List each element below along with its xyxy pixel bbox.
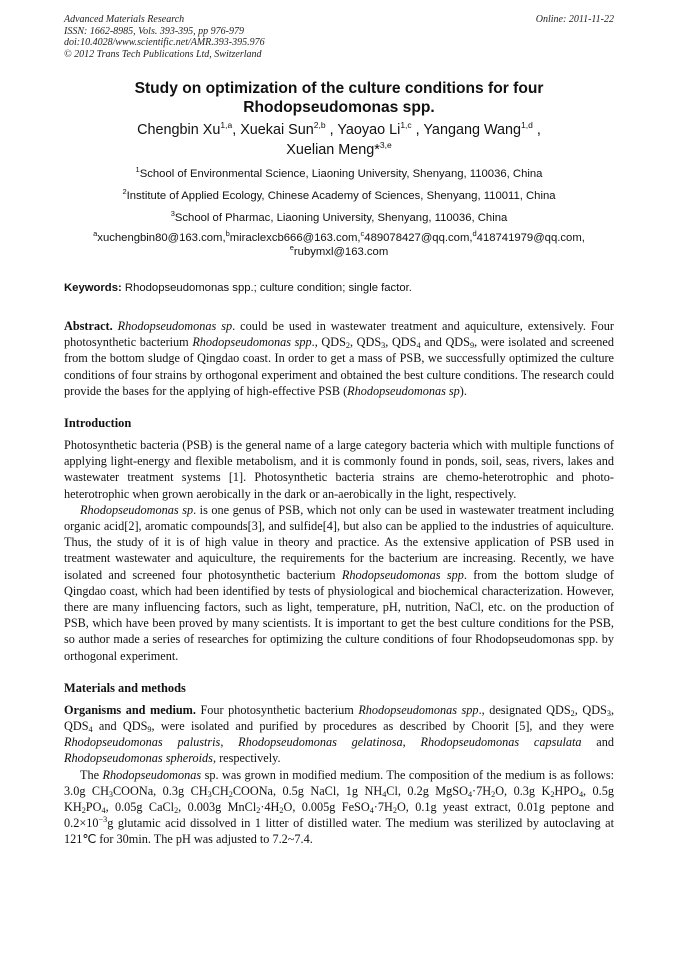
doi-line: doi:10.4028/www.scientific.net/AMR.393-395.976 bbox=[64, 37, 265, 48]
section-heading-methods: Materials and methods bbox=[64, 680, 186, 695]
journal-name: Advanced Materials Research bbox=[64, 14, 185, 25]
issn-line: ISSN: 1662-8985, Vols. 393-395, pp 976-979 bbox=[64, 25, 244, 37]
email-link[interactable]: 418741979@qq.com, bbox=[476, 232, 585, 244]
email-link[interactable]: rubymxl@163.com bbox=[293, 246, 389, 258]
abstract-paragraph: Abstract. Rhodopseudomonas sp. could be used in wastewater treatment and aquiculture, extensively. Four photosynthetic bacterium Rhodopseudomonas spp., $QDS_2$, $QDS_3$, $QDS_4$ and $QDS_9$, were isolated and screened from the bottom sludge of Qingdao coast. In order to get a mass of PSB, we successfully optimized the culture conditions of four strains by orthogonal experiment and obtained the best culture conditions. The research could provide the bases for the applying of high-effective PSB (Rhodopseudomonas sp). bbox=[64, 319, 614, 398]
email-list: $^a$xuchengbin80@163.com,$^b$miraclexcb666@163.com,$^c$489078427@qq.com,$^d$418741979@qq.com, $^e$rubymxl@163.com bbox=[93, 229, 585, 258]
keywords-text: Rhodopseudomonas spp.; culture condition; single factor. bbox=[121, 282, 412, 294]
section-heading-introduction: Introduction bbox=[64, 416, 132, 431]
intro-paragraph: Photosynthetic bacteria (PSB) is the general name of a large category bacteria which with multiple functions of applying light-energy and flexible metabolism, and it is commonly found in ponds, soil, seas, rivers, lakes and wastewater treatment systems [1]. Photosynthetic bacteria strains are chemo-heterotrophic and photo-heterotrophic when grown aerobically in the dark or an-aerobically in the light, respectively. bbox=[64, 438, 614, 501]
keywords-label: Keywords: bbox=[64, 282, 122, 294]
author-list: Chengbin Xu$^{1,a}$, Xuekai Sun$^{2,b}$ , Yaoyao Li$^{1,c}$ , Yangang Wang$^{1,d}$ , Xuelian Meng*$^{3,e}$ bbox=[137, 120, 541, 158]
author-name: Xuekai Sun bbox=[240, 122, 314, 138]
abstract-label: Abstract. bbox=[64, 319, 113, 333]
affiliation-item: $^3$School of Pharmac, Liaoning University, Shenyang, 110036, China bbox=[170, 209, 508, 224]
email-link[interactable]: xuchengbin80@163.com, bbox=[97, 232, 226, 244]
intro-paragraph: Rhodopseudomonas sp. is one genus of PSB, which not only can be used in wastewater treatment including organic acid[2], aromatic compounds[3], and sulfide[4], but also can be applied to the industries of aquiculture. Thus, the study of it is of high value in theory and practice. As the extensive application of PSB used in treatment wastewater and aquiculture, the requirements for the bacterium are increasing. Recently, we have isolated and screened four photosynthetic bacterium Rhodopseudomonas spp. from the bottom sludge of Qingdao coast, which had been identified by tests of physiological and biochemical characterization. However, there are many influencing factors, such as light, temperature, pH, nutrition, NaCl, etc. on the production of PSB, which have been proved by many scientists. It is important to get the best culture conditions for the PSB, so author made a series of researches for optimizing the culture conditions of four Rhodopseudomonas spp. by orthogonal experiment. bbox=[64, 502, 614, 663]
journal-info bbox=[64, 14, 265, 60]
affiliations bbox=[64, 167, 614, 259]
paper-title: Study on optimization of the culture conditions for four Rhodopseudomonas spp. bbox=[134, 80, 544, 116]
affiliation-item: $^2$Institute of Applied Ecology, Chinese Academy of Sciences, Shenyang, 110011, China bbox=[122, 187, 556, 202]
paper-page bbox=[64, 14, 614, 848]
email-link[interactable]: 489078427@qq.com, bbox=[364, 232, 473, 244]
online-date: Online: 2011-11-22 bbox=[535, 14, 614, 25]
author-name: Yaoyao Li bbox=[337, 122, 401, 138]
author-name: Yangang Wang bbox=[423, 122, 522, 138]
journal-header bbox=[64, 14, 614, 60]
affiliation-item: $^1$School of Environmental Science, Liaoning University, Shenyang, 110036, China bbox=[135, 165, 543, 180]
subsection-label: Organisms and medium. bbox=[64, 702, 196, 717]
methods-paragraph: The Rhodopseudomonas sp. was grown in modified medium. The composition of the medium is as follows: 3.0g $CH_3COONa$, 0.3g $CH_3CH_2COONa$, 0.5g NaCl, 1g $NH_4Cl$, 0.2g $MgSO_4\cdot 7H_2O$, 0.3g $K_2HPO_4$, 0.5g $KH_2PO_4$, 0.05g CaCl$_2$, 0.003g $MnCl_2\cdot 4H_2O$, 0.005g $FeSO_4\cdot 7H_2O$, 0.1g yeast extract, 0.01g peptone and $0.2\times 10^{-3}g$ glutamic acid dissolved in 1 litter of distilled water. The medium was sterilized by autoclaving at 121℃ for 30min. The pH was adjusted to 7.2~7.4. bbox=[64, 767, 614, 847]
keywords bbox=[64, 281, 614, 295]
email-link[interactable]: miraclexcb666@163.com, bbox=[229, 232, 361, 244]
copyright-line: © 2012 Trans Tech Publications Ltd, Switzerland bbox=[64, 48, 262, 60]
author-name: Xuelian Meng* bbox=[286, 142, 380, 158]
author-name: Chengbin Xu bbox=[137, 122, 221, 138]
methods-paragraph: Organisms and medium. Four photosynthetic bacterium Rhodopseudomonas spp., designated $QDS_2$, $QDS_3$, $QDS_4$ and $QDS_9$, were isolated and purified by procedures as described by Choorit [5], and they were Rhodopseudomonas palustris, Rhodopseudomonas gelatinosa, Rhodopseudomonas capsulata and Rhodopseudomonas spheroids, respectively. bbox=[64, 702, 615, 766]
